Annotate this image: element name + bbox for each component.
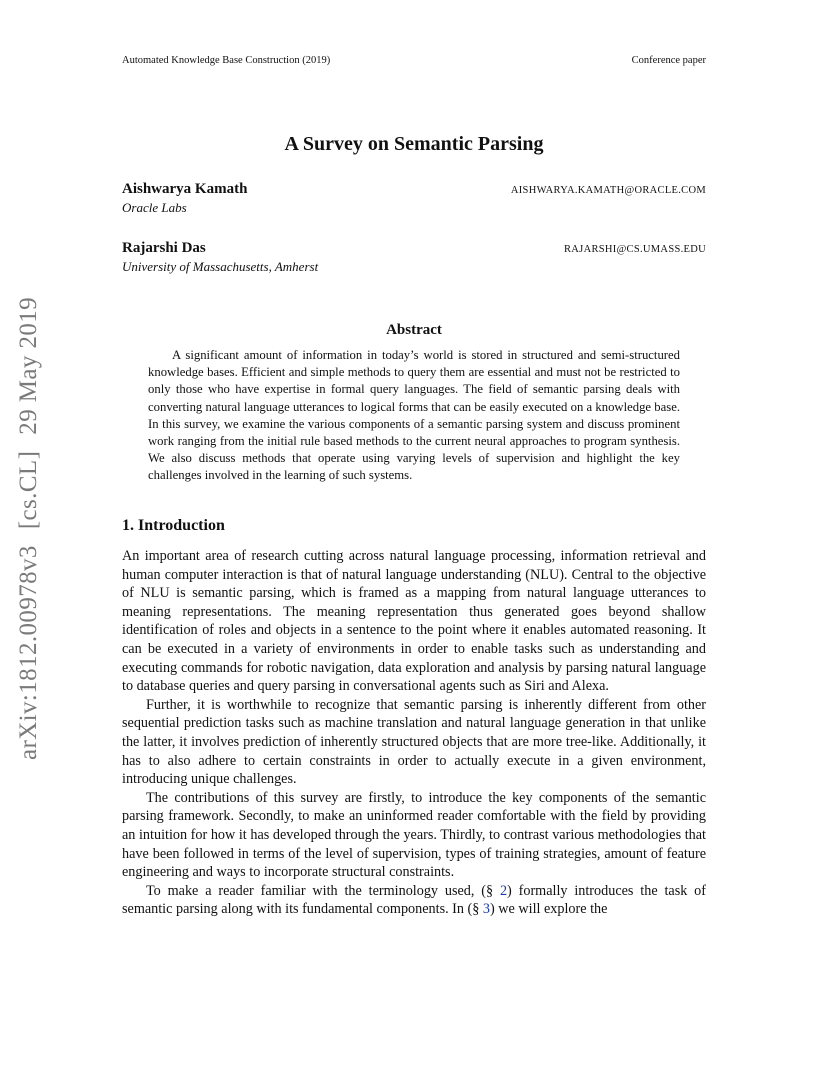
author-block: [122, 240, 706, 275]
arxiv-date: 29 May 2019: [15, 296, 42, 435]
author-name: Rajarshi Das: [122, 240, 206, 256]
paragraph-text: To make a reader familiar with the terminology used, (§: [146, 882, 500, 899]
paragraph-text: ) we will explore the: [490, 901, 608, 918]
section-body: [122, 547, 706, 919]
paragraph: The contributions of this survey are firstly, to introduce the key components of the semantic parsing framework. Secondly, to make an uninformed reader comfortable with the field by providing an intuition for how it has developed through the years. Thirdly, to contrast various methodologies that have been followed in terms of the level of supervision, types of training strategies, amount of feature engineering and ways to incorporate structural constraints.: [122, 789, 706, 881]
section-ref-link[interactable]: 3: [482, 901, 491, 918]
paragraph: [122, 882, 706, 919]
author-affiliation: University of Massachusetts, Amherst: [122, 259, 319, 274]
author-name: Aishwarya Kamath: [122, 181, 248, 197]
section-heading: 1. Introduction: [122, 517, 225, 534]
paragraph: Further, it is worthwhile to recognize that semantic parsing is inherently different from other sequential prediction tasks such as machine translation and natural language generation in that unlike the latter, it involves prediction of inherently structured objects that are more tree-like. Additionally, it has to also adhere to certain constraints in order to actually execute in a given environment, introducing unique challenges.: [122, 696, 706, 788]
author-email[interactable]: RAJARSHI@CS.UMASS.EDU: [564, 244, 706, 255]
author-email[interactable]: AISHWARYA.KAMATH@ORACLE.COM: [510, 185, 706, 196]
author-block: [122, 181, 706, 216]
arxiv-stamp: [15, 281, 43, 760]
abstract-heading: Abstract: [386, 322, 442, 338]
arxiv-category: [cs.CL]: [15, 450, 42, 530]
author-affiliation: Oracle Labs: [122, 200, 187, 215]
paragraph-text: ) formally introduces the task of semantic parsing along with its fundamental components. In (§: [122, 882, 706, 918]
running-header: [122, 55, 706, 66]
paper-type-label: Conference paper: [631, 55, 706, 66]
paragraph: An important area of research cutting across natural language processing, information retrieval and human computer interaction is that of natural language understanding (NLU). Central to the objective of NLU is semantic parsing, which is framed as a mapping from natural language utterances to meaning representations. The meaning representation thus generated goes beyond shallow identification of roles and objects in a sentence to the point where it enables automated reasoning. It can be executed in a variety of environments in order to enable tasks such as understanding and executing commands for robotic navigation, data exploration and analysis by parsing natural language to database queries and query parsing in conversational agents such as Siri and Alexa.: [122, 548, 706, 695]
abstract-text: A significant amount of information in today’s world is stored in structured and semi-structured knowledge bases. Efficient and simple methods to query them are essential and must not be restricted to only those who have expertise in formal query languages. The field of semantic parsing deals with converting natural language utterances to logical forms that can be easily executed on a knowledge base. In this survey, we examine the various components of a semantic parsing system and discuss prominent work ranging from the initial rule based methods to the current neural approaches to program synthesis. We also discuss methods that operate using varying levels of supervision and highlight the key challenges involved in the learning of such systems.: [148, 348, 680, 483]
paper-title: A Survey on Semantic Parsing: [284, 133, 544, 155]
venue-label: Automated Knowledge Base Construction (2019): [122, 55, 331, 66]
arxiv-id: arXiv:1812.00978v3: [15, 545, 42, 760]
section-ref-link[interactable]: 2: [499, 882, 508, 899]
